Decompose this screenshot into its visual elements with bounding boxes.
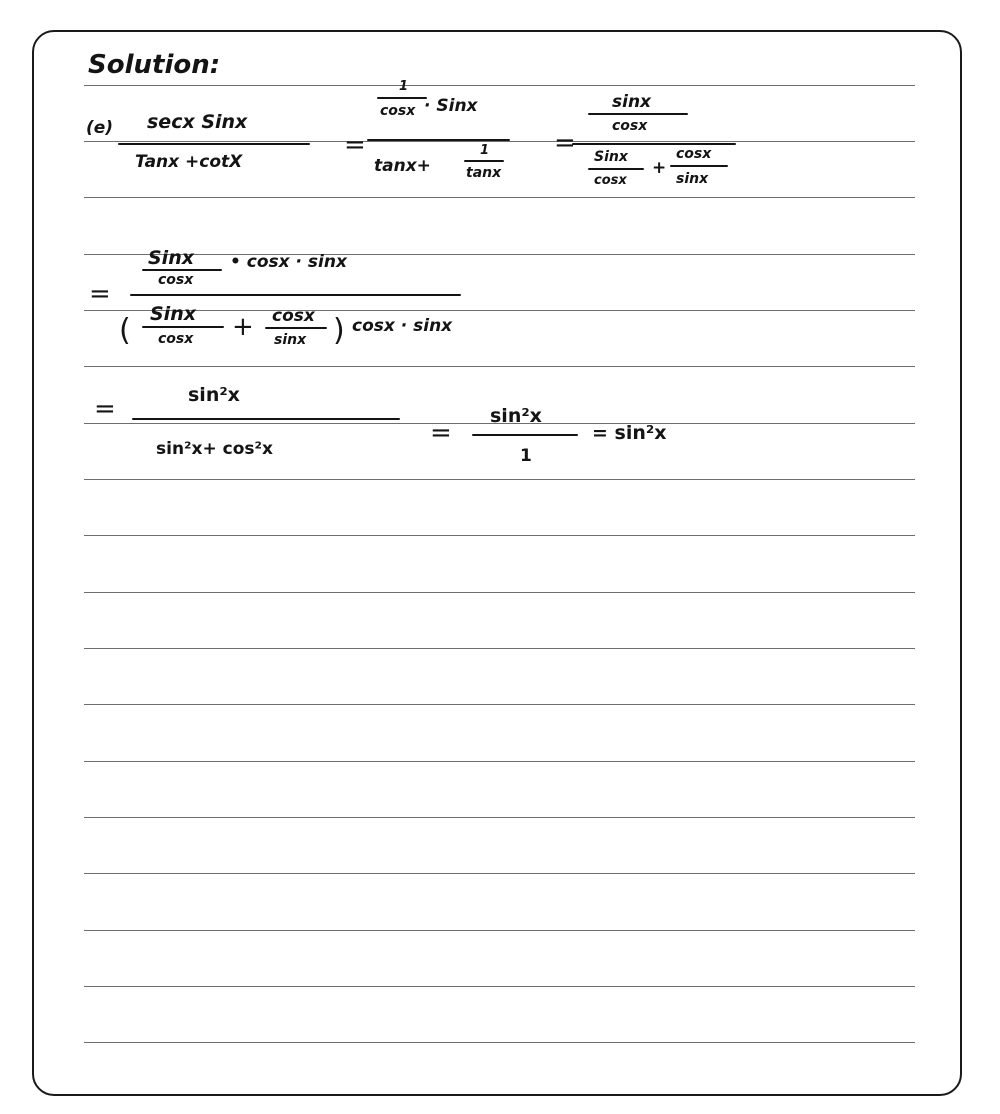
ruled-line — [84, 986, 915, 987]
line2-inner-denominator: cosx — [158, 272, 194, 288]
equals-sign: = — [89, 279, 111, 309]
lhs-denominator: Tanx +cotX — [135, 152, 243, 172]
ruled-line — [84, 310, 915, 311]
line3-numerator-2: sin²x — [490, 405, 542, 427]
fraction-bar — [572, 143, 736, 145]
ruled-line — [84, 197, 915, 198]
ruled-line — [84, 930, 915, 931]
fraction-bar — [142, 269, 222, 271]
step2-den-b-den: sinx — [676, 171, 709, 187]
fraction-bar — [265, 327, 327, 329]
line3-denominator: sin²x+ cos²x — [156, 439, 273, 459]
ruled-line — [84, 648, 915, 649]
step1-inner-denominator: cosx — [380, 103, 416, 119]
fraction-bar — [130, 294, 461, 296]
step1-numerator-tail: · Sinx — [424, 96, 478, 116]
lhs-numerator: secx Sinx — [147, 111, 248, 133]
equals-sign: = — [554, 128, 576, 158]
step2-numerator-num: sinx — [612, 92, 652, 112]
plus-sign: + — [652, 158, 667, 178]
step1-denominator-head: tanx+ — [374, 156, 431, 176]
fraction-bar — [464, 160, 504, 162]
step1-denominator-frac-den: tanx — [466, 165, 502, 181]
ruled-line — [84, 704, 915, 705]
ruled-line — [84, 479, 915, 480]
ruled-line — [84, 366, 915, 367]
fraction-bar — [377, 97, 427, 99]
line2-inner-numerator: Sinx — [148, 247, 194, 269]
ruled-line — [84, 592, 915, 593]
fraction-bar — [472, 434, 578, 436]
close-paren: ) — [333, 313, 345, 348]
line3-numerator: sin²x — [188, 384, 240, 406]
fraction-bar — [588, 168, 644, 170]
line2-den-a-num: Sinx — [150, 303, 196, 325]
part-label: (e) — [86, 118, 114, 138]
equals-sign: = — [94, 394, 116, 424]
step2-den-b-num: cosx — [676, 146, 712, 162]
line2-den-b-num: cosx — [272, 306, 315, 326]
page-title: Solution: — [88, 50, 221, 80]
final-result: = sin²x — [592, 422, 667, 444]
step2-numerator-den: cosx — [612, 118, 648, 134]
ruled-line — [84, 817, 915, 818]
fraction-bar — [118, 143, 310, 145]
line2-numerator-tail: • cosx · sinx — [230, 252, 347, 272]
fraction-bar — [132, 418, 400, 420]
ruled-line — [84, 1042, 915, 1043]
plus-sign: + — [232, 312, 254, 342]
line2-denominator-tail: cosx · sinx — [352, 316, 453, 336]
ruled-line — [84, 873, 915, 874]
ruled-line — [84, 141, 915, 142]
open-paren: ( — [119, 313, 131, 348]
fraction-bar — [588, 113, 688, 115]
line2-den-b-den: sinx — [274, 332, 307, 348]
ruled-line — [84, 761, 915, 762]
ruled-line — [84, 85, 915, 86]
step2-den-a-den: cosx — [594, 173, 627, 188]
step1-denominator-frac-num: 1 — [480, 143, 490, 158]
equals-sign: = — [344, 130, 366, 160]
notebook-page — [32, 30, 962, 1096]
line2-den-a-den: cosx — [158, 331, 194, 347]
ruled-line — [84, 254, 915, 255]
fraction-bar — [142, 326, 224, 328]
line3-denominator-2: 1 — [520, 446, 532, 466]
step1-inner-numerator: 1 — [399, 79, 409, 94]
fraction-bar — [367, 139, 510, 141]
equals-sign: = — [430, 418, 452, 448]
fraction-bar — [670, 165, 728, 167]
step2-den-a-num: Sinx — [594, 149, 628, 165]
ruled-line — [84, 535, 915, 536]
